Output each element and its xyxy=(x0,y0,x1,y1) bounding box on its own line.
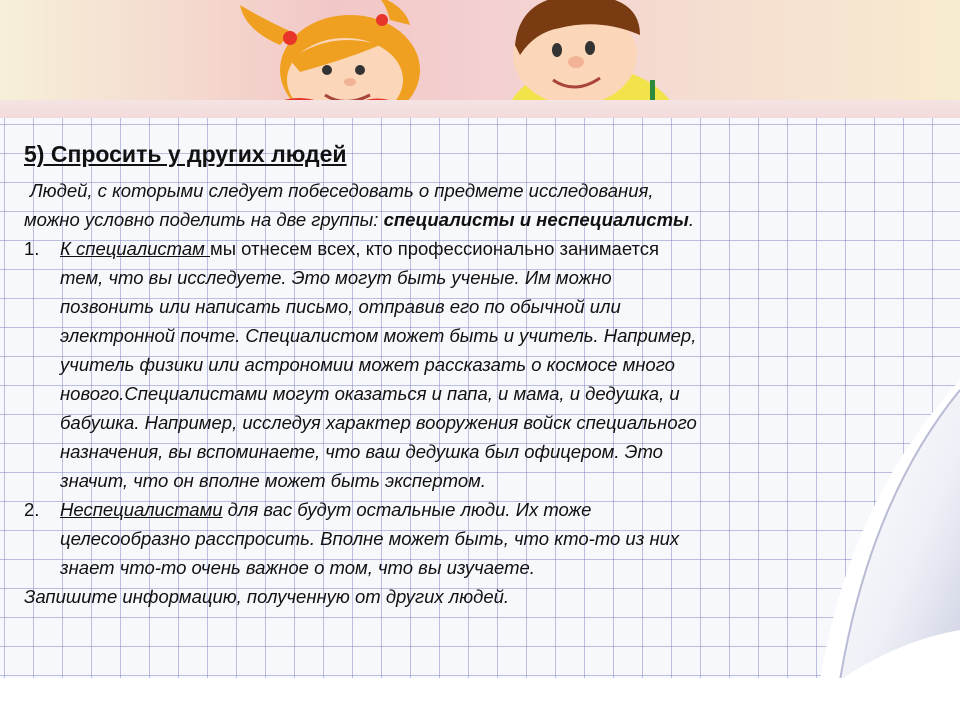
closing-instruction: Запишите информацию, полученную от других людей. xyxy=(24,586,510,607)
non-specialists-term: Неспециалистами xyxy=(60,499,223,520)
section-title: 5) Спросить у других людей xyxy=(24,141,347,167)
intro-paragraph xyxy=(24,176,844,234)
list-number: 1. xyxy=(24,238,40,259)
item-1-line: назначения, вы вспоминаете, что ваш дедушка был офицером. Это xyxy=(60,441,663,462)
item-1-line: электронной почте. Специалистом может быть и учитель. Например, xyxy=(60,325,697,346)
list-item-specialists xyxy=(24,234,844,495)
groups-emphasis: специалисты и неспециалисты xyxy=(383,209,689,230)
item-1-line: бабушка. Например, исследуя характер вооружения войск специального xyxy=(60,412,697,433)
item-1-line: тем, что вы исследуете. Это могут быть ученые. Им можно xyxy=(60,267,612,288)
item-1-first-line: мы отнесем всех, кто профессионально занимается xyxy=(210,238,660,259)
item-2-line: целесообразно расспросить. Вполне может быть, что кто-то из них xyxy=(60,528,680,549)
intro-line-2: можно условно поделить на две группы: xyxy=(24,209,384,230)
slide-content xyxy=(24,138,844,611)
list-item-non-specialists xyxy=(24,495,844,582)
item-2-first-line: для вас будут остальные люди. Их тоже xyxy=(222,499,592,520)
desk-edge xyxy=(0,100,960,118)
list-number: 2. xyxy=(24,499,40,520)
item-2-line: знает что-то очень важное о том, что вы изучаете. xyxy=(60,557,535,578)
item-1-line: позвонить или написать письмо, отправив его по обычной или xyxy=(60,296,621,317)
item-1-line: значит, что он вполне может быть экспертом. xyxy=(60,470,486,491)
specialists-term: К специалистам xyxy=(60,238,210,259)
intro-line-1: Людей, с которыми следует побеседовать о предмете исследования, xyxy=(30,180,654,201)
item-1-line: нового.Специалистами могут оказаться и папа, и мама, и дедушка, и xyxy=(60,383,680,404)
intro-line-2-end: . xyxy=(688,209,694,230)
header-illustration xyxy=(0,0,960,118)
bottom-margin xyxy=(0,678,960,720)
item-1-line: учитель физики или астрономии может рассказать о космосе много xyxy=(60,354,675,375)
